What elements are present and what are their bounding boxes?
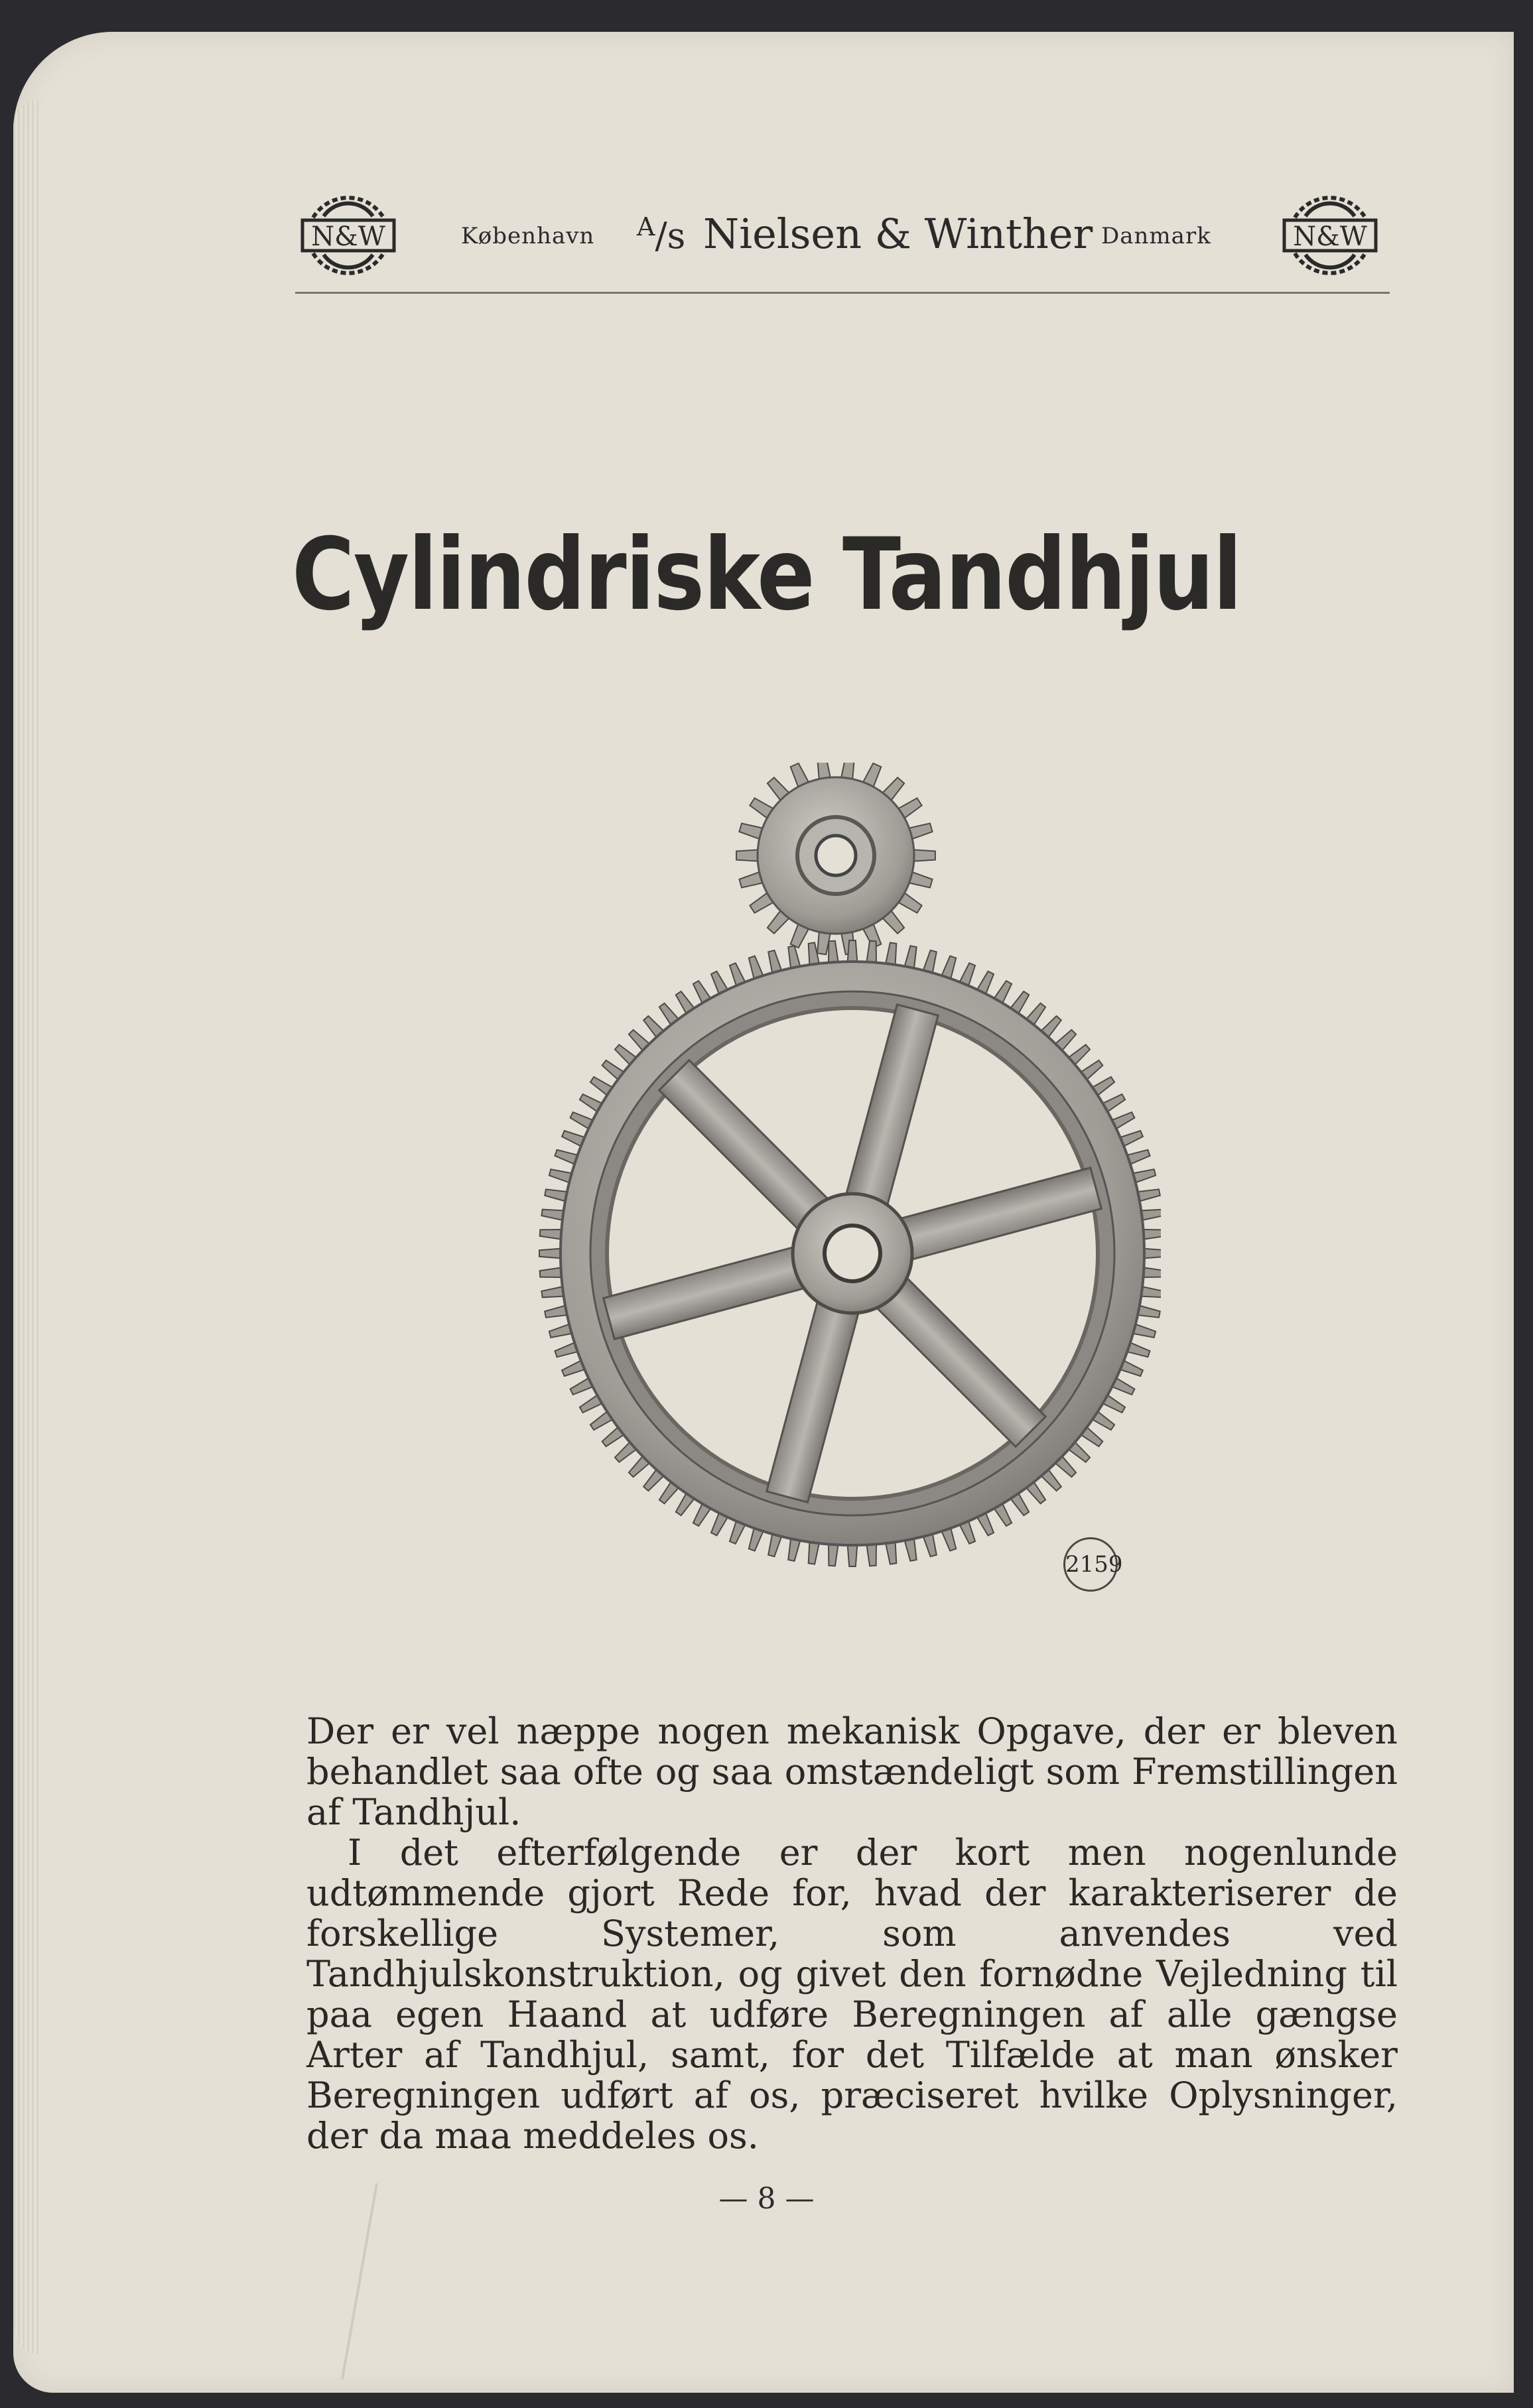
page-header (299, 192, 1386, 292)
body-paragraph-2: I det efterfølgende er der kort men nogenlunde udtømmende gjort Rede for, hvad der karakteriserer de forskellige Systemer, som anvendes ved Tandhjulskonstruktion, og givet den fornødne Vejledning til paa egen Haand at udføre Beregningen af alle gængse Arter af Tandhjul, samt, for det Tilfælde at man ønsker Beregningen udført af os, præciseret hvilke Oplysninger, der da maa meddeles os. (306, 1832, 1398, 2157)
header-country: Danmark (1101, 223, 1211, 249)
header-city: København (461, 223, 595, 249)
svg-text:N&W: N&W (311, 222, 385, 252)
svg-text:N&W: N&W (1293, 222, 1367, 252)
plate-number: 2159 (1063, 1537, 1118, 1592)
company-prefix: $^A$/s (637, 212, 686, 257)
pinion-gear (736, 763, 935, 954)
nw-logo-left (299, 192, 398, 279)
page-edges (13, 99, 40, 2354)
page-number: — 8 — (718, 2182, 815, 2216)
large-gear (539, 940, 1161, 1566)
page-title: Cylindriske Tandhjul (291, 517, 1242, 633)
nw-logo-right (1280, 192, 1380, 279)
header-rule (295, 292, 1390, 294)
body-paragraph-1: Der er vel næppe nogen mekanisk Opgave, der er bleven behandlet saa ofte og saa omstændeligt som Fremstillingen af Tandhjul. (306, 1710, 1398, 1833)
gear-illustration (524, 763, 1161, 1625)
body-text (306, 1711, 1398, 2156)
company-name: Nielsen & Winther (703, 210, 1093, 258)
